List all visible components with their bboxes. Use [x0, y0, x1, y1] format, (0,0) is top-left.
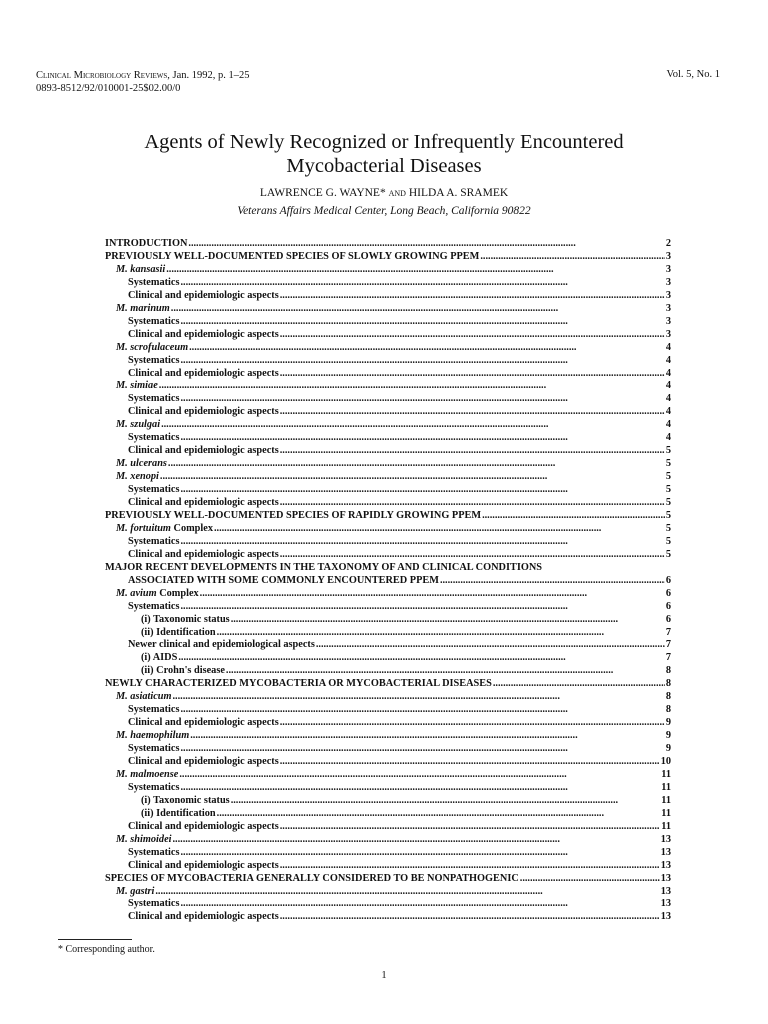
toc-entry-label: (ii) Identification — [141, 807, 216, 819]
toc-page-number: 3 — [665, 263, 671, 275]
toc-entry-label: M. avium Complex — [116, 587, 199, 599]
toc-leader-dots — [480, 250, 664, 263]
toc-leader-dots — [214, 522, 665, 535]
author-line — [0, 187, 768, 199]
toc-entry[interactable] — [128, 781, 671, 794]
journal-citation — [36, 69, 250, 82]
toc-entry-label: Systematics — [128, 432, 180, 444]
toc-leader-dots — [280, 820, 661, 833]
toc-entry[interactable] — [128, 535, 671, 548]
toc-entry-label: Clinical and epidemiologic aspects — [128, 289, 279, 301]
toc-leader-dots — [180, 897, 659, 910]
toc-entry[interactable] — [128, 897, 671, 910]
toc-entry[interactable] — [128, 289, 671, 302]
toc-entry[interactable] — [128, 846, 671, 859]
toc-leader-dots — [180, 315, 664, 328]
toc-entry[interactable] — [128, 483, 671, 496]
toc-leader-dots — [171, 302, 665, 315]
toc-leader-dots — [180, 354, 664, 367]
toc-page-number: 11 — [661, 794, 671, 806]
toc-leader-dots — [173, 833, 660, 846]
article-code: 0893-8512/92/010001-25$02.00/0 — [36, 83, 181, 94]
toc-entry[interactable] — [116, 587, 671, 600]
toc-page-number: 13 — [660, 872, 671, 884]
toc-entry-label: (ii) Identification — [141, 626, 216, 638]
title-line-2: Mycobacterial Diseases — [286, 155, 482, 177]
toc-entry-label: Clinical and epidemiologic aspects — [128, 406, 279, 418]
toc-leader-dots — [520, 872, 660, 885]
toc-leader-dots — [482, 509, 665, 522]
toc-entry[interactable] — [116, 263, 671, 276]
toc-entry[interactable] — [141, 613, 671, 626]
citation-details: , Jan. 1992, p. 1–25 — [167, 70, 250, 81]
toc-entry-label: Systematics — [128, 354, 180, 366]
toc-entry-label: M. szulgai — [116, 419, 161, 431]
toc-leader-dots — [180, 535, 664, 548]
toc-entry-label: PREVIOUSLY WELL-DOCUMENTED SPECIES OF SLOWLY GROWING PPEM — [105, 250, 480, 262]
toc-leader-dots — [178, 651, 665, 664]
toc-entry-suffix: Complex — [170, 522, 213, 534]
toc-leader-dots — [280, 496, 665, 509]
toc-entry[interactable] — [128, 444, 671, 457]
toc-entry[interactable] — [116, 457, 671, 470]
toc-entry[interactable] — [105, 237, 671, 250]
toc-page-number: 6 — [665, 600, 671, 612]
toc-page-number: 4 — [665, 380, 671, 392]
toc-leader-dots — [160, 470, 665, 483]
toc-entry-label: M. scrofulaceum — [116, 341, 189, 353]
toc-page-number: 11 — [661, 820, 671, 832]
toc-leader-dots — [200, 587, 665, 600]
toc-entry-label: INTRODUCTION — [105, 238, 188, 249]
toc-entry-label: SPECIES OF MYCOBACTERIA GENERALLY CONSIDERED TO BE NONPATHOGENIC — [105, 872, 519, 884]
toc-page-number: 3 — [665, 276, 671, 288]
toc-entry[interactable] — [116, 302, 671, 315]
toc-entry[interactable] — [141, 651, 671, 664]
toc-page-number: 4 — [665, 367, 671, 379]
toc-page-number: 4 — [665, 354, 671, 366]
toc-entry-label: Clinical and epidemiologic aspects — [128, 328, 279, 340]
toc-page-number: 13 — [660, 846, 671, 858]
toc-page-number: 13 — [660, 911, 671, 923]
toc-leader-dots — [280, 548, 665, 561]
toc-entry[interactable] — [116, 522, 671, 535]
toc-page-number: 7 — [665, 652, 671, 664]
toc-entry-label: Systematics — [128, 535, 180, 547]
toc-entry[interactable] — [116, 379, 671, 392]
toc-leader-dots — [189, 341, 665, 354]
toc-entry[interactable] — [128, 910, 671, 923]
toc-page-number: 4 — [665, 406, 671, 418]
toc-entry[interactable] — [116, 690, 671, 703]
toc-entry[interactable] — [105, 872, 671, 885]
toc-entry-suffix: Complex — [156, 587, 199, 599]
footnote: * Corresponding author. — [58, 944, 155, 955]
toc-leader-dots — [440, 574, 665, 587]
toc-page-number: 9 — [665, 743, 671, 755]
toc-entry[interactable] — [128, 431, 671, 444]
toc-leader-dots — [280, 289, 665, 302]
toc-entry-label: Systematics — [128, 743, 180, 755]
toc-page-number: 4 — [665, 419, 671, 431]
toc-page-number: 7 — [665, 639, 671, 651]
toc-entry-label: Systematics — [128, 781, 180, 793]
toc-leader-dots — [180, 742, 664, 755]
toc-entry[interactable] — [128, 405, 671, 418]
toc-page-number: 6 — [665, 574, 671, 586]
toc-leader-dots — [231, 613, 665, 626]
toc-leader-dots — [155, 885, 659, 898]
toc-entry[interactable] — [116, 341, 671, 354]
toc-entry-label: M. xenopi — [116, 471, 159, 483]
toc-leader-dots — [280, 328, 665, 341]
toc-leader-dots — [168, 457, 665, 470]
toc-page-number: 5 — [665, 458, 671, 470]
toc-leader-dots — [180, 276, 664, 289]
toc-page-number: 5 — [665, 471, 671, 483]
toc-leader-dots — [280, 367, 665, 380]
toc-entry[interactable] — [128, 742, 671, 755]
toc-leader-dots — [180, 431, 664, 444]
toc-leader-dots — [231, 794, 661, 807]
toc-leader-dots — [180, 392, 664, 405]
toc-entry-label: Clinical and epidemiologic aspects — [128, 548, 279, 560]
toc-leader-dots — [159, 379, 665, 392]
toc-page-number: 11 — [661, 807, 671, 819]
toc-entry-label: (i) Taxonomic status — [141, 794, 230, 806]
toc-entry-label: (i) AIDS — [141, 652, 178, 664]
toc-entry-label: Clinical and epidemiologic aspects — [128, 717, 279, 729]
toc-leader-dots — [217, 807, 661, 820]
toc-entry-label: (i) Taxonomic status — [141, 613, 230, 625]
toc-entry[interactable] — [128, 859, 671, 872]
toc-leader-dots — [280, 405, 665, 418]
toc-leader-dots — [188, 237, 664, 250]
toc-entry[interactable] — [128, 328, 671, 341]
toc-entry-label: Clinical and epidemiologic aspects — [128, 911, 279, 923]
toc-page-number: 9 — [665, 717, 671, 729]
toc-page-number: 13 — [660, 898, 671, 910]
toc-leader-dots — [226, 664, 665, 677]
toc-leader-dots — [180, 846, 659, 859]
running-header — [36, 69, 250, 95]
toc-page-number: 13 — [660, 885, 671, 897]
page-number: 1 — [381, 970, 387, 981]
toc-entry[interactable] — [128, 755, 671, 768]
toc-entry[interactable] — [128, 276, 671, 289]
toc-entry[interactable] — [128, 367, 671, 380]
toc-entry[interactable] — [116, 885, 671, 898]
toc-page-number: 5 — [665, 535, 671, 547]
affiliation: Veterans Affairs Medical Center, Long Beach, California 90822 — [237, 205, 531, 217]
author-conjunction: and — [388, 187, 406, 199]
toc-entry[interactable] — [128, 703, 671, 716]
author-2: HILDA A. SRAMEK — [408, 187, 509, 199]
toc-leader-dots — [180, 703, 664, 716]
toc-entry-label: M. haemophilum — [116, 730, 190, 742]
toc-entry[interactable] — [105, 250, 671, 263]
toc-page-number: 5 — [665, 509, 671, 521]
volume-info: Vol. 5, No. 1 — [666, 69, 720, 80]
toc-page-number: 10 — [660, 756, 671, 767]
toc-entry-label: M. asiaticum — [116, 691, 172, 703]
toc-entry[interactable] — [141, 807, 671, 820]
toc-leader-dots — [280, 444, 665, 457]
toc-page-number: 6 — [665, 587, 671, 599]
toc-leader-dots — [280, 755, 660, 768]
toc-leader-dots — [280, 859, 660, 872]
toc-entry-label: Clinical and epidemiologic aspects — [128, 820, 279, 832]
toc-entry[interactable] — [128, 600, 671, 613]
toc-entry-label: Clinical and epidemiologic aspects — [128, 756, 279, 767]
toc-page-number: 13 — [660, 859, 671, 871]
toc-entry[interactable] — [128, 638, 671, 651]
toc-leader-dots — [180, 483, 664, 496]
toc-page-number: 4 — [665, 341, 671, 353]
toc-page-number: 8 — [665, 704, 671, 716]
toc-entry-label: M. ulcerans — [116, 458, 167, 470]
toc-leader-dots — [166, 263, 665, 276]
footnote-divider — [58, 939, 132, 940]
toc-entry[interactable] — [141, 794, 671, 807]
toc-entry-label: MAJOR RECENT DEVELOPMENTS IN THE TAXONOMY OF AND CLINICAL CONDITIONS — [105, 561, 543, 573]
toc-entry[interactable] — [128, 716, 671, 729]
toc-page-number: 3 — [665, 328, 671, 340]
toc-leader-dots — [173, 690, 665, 703]
toc-entry-label: Systematics — [128, 600, 180, 612]
toc-page-number: 5 — [665, 484, 671, 496]
toc-entry-label: Clinical and epidemiologic aspects — [128, 859, 279, 871]
title-line-1: Agents of Newly Recognized or Infrequently Encountered — [144, 131, 624, 153]
toc-entry-label: M. marinum — [116, 302, 170, 314]
toc-leader-dots — [190, 729, 665, 742]
journal-name: Clinical Microbiology Reviews — [36, 70, 168, 81]
toc-page-number: 6 — [665, 613, 671, 625]
toc-entry[interactable] — [105, 677, 671, 690]
toc-page-number: 9 — [665, 730, 671, 742]
toc-leader-dots — [179, 768, 660, 781]
toc-page-number: 5 — [665, 522, 671, 534]
toc-entry[interactable] — [116, 418, 671, 431]
toc-entry-label: Systematics — [128, 898, 180, 910]
toc-entry-label: Clinical and epidemiologic aspects — [128, 367, 279, 379]
toc-entry-label: Clinical and epidemiologic aspects — [128, 445, 279, 457]
toc-page-number: 8 — [665, 678, 671, 690]
toc-page-number: 3 — [665, 302, 671, 314]
toc-entry[interactable] — [105, 561, 542, 574]
toc-page-number: 8 — [665, 665, 671, 677]
toc-entry-label: Systematics — [128, 315, 180, 327]
toc-entry[interactable] — [128, 315, 671, 328]
toc-page-number: 3 — [665, 250, 671, 262]
toc-page-number: 5 — [665, 445, 671, 457]
toc-entry[interactable] — [128, 496, 671, 509]
toc-page-number: 11 — [661, 768, 671, 780]
toc-page-number: 3 — [665, 289, 671, 301]
toc-page-number: 4 — [665, 432, 671, 444]
toc-page-number: 5 — [665, 548, 671, 560]
toc-page-number: 11 — [661, 781, 671, 793]
author-1: LAWRENCE G. WAYNE* — [259, 187, 386, 199]
toc-entry[interactable] — [128, 820, 671, 833]
article-title — [0, 130, 768, 178]
toc-entry-label: M. simiae — [116, 380, 158, 392]
toc-entry[interactable] — [116, 729, 671, 742]
toc-page-number: 5 — [665, 497, 671, 508]
toc-entry-label: M. gastri — [116, 885, 155, 897]
toc-entry[interactable] — [141, 626, 671, 639]
toc-entry-label: Systematics — [128, 276, 180, 288]
toc-entry-label: (ii) Crohn's disease — [141, 665, 225, 677]
toc-entry[interactable] — [105, 509, 671, 522]
toc-page-number: 8 — [665, 691, 671, 703]
toc-entry-label: Systematics — [128, 846, 180, 858]
toc-leader-dots — [493, 677, 665, 690]
toc-page-number: 7 — [665, 626, 671, 638]
toc-page-number: 4 — [665, 393, 671, 405]
toc-leader-dots — [280, 910, 660, 923]
toc-page-number: 2 — [665, 238, 671, 249]
toc-entry[interactable] — [128, 548, 671, 561]
toc-leader-dots — [316, 638, 665, 651]
toc-entry[interactable] — [116, 833, 671, 846]
toc-entry-label: Systematics — [128, 704, 180, 716]
toc-entry-label: Systematics — [128, 484, 180, 496]
toc-entry[interactable] — [116, 768, 671, 781]
toc-leader-dots — [280, 716, 665, 729]
toc-entry-label: M. fortuitum Complex — [116, 522, 213, 534]
toc-leader-dots — [180, 781, 660, 794]
toc-entry-label: ASSOCIATED WITH SOME COMMONLY ENCOUNTERED PPEM — [128, 574, 439, 586]
toc-page-number: 3 — [665, 315, 671, 327]
toc-leader-dots — [180, 600, 664, 613]
toc-entry-label: M. shimoidei — [116, 833, 172, 845]
toc-leader-dots — [161, 418, 665, 431]
toc-entry[interactable] — [128, 392, 671, 405]
toc-entry-label: Clinical and epidemiologic aspects — [128, 497, 279, 508]
toc-entry-label: NEWLY CHARACTERIZED MYCOBACTERIA OR MYCOBACTERIAL DISEASES — [105, 678, 492, 690]
toc-entry[interactable] — [141, 664, 671, 677]
toc-entry-label: M. kansasii — [116, 263, 166, 275]
toc-page-number: 13 — [660, 833, 671, 845]
toc-leader-dots — [217, 626, 665, 639]
toc-entry[interactable] — [128, 354, 671, 367]
toc-entry-label: M. malmoense — [116, 768, 179, 780]
toc-entry[interactable] — [116, 470, 671, 483]
toc-entry[interactable] — [128, 574, 671, 587]
toc-entry-label: Systematics — [128, 393, 180, 405]
toc-entry-label: Newer clinical and epidemiological aspects — [128, 639, 315, 651]
toc-entry-label: PREVIOUSLY WELL-DOCUMENTED SPECIES OF RAPIDLY GROWING PPEM — [105, 509, 482, 521]
